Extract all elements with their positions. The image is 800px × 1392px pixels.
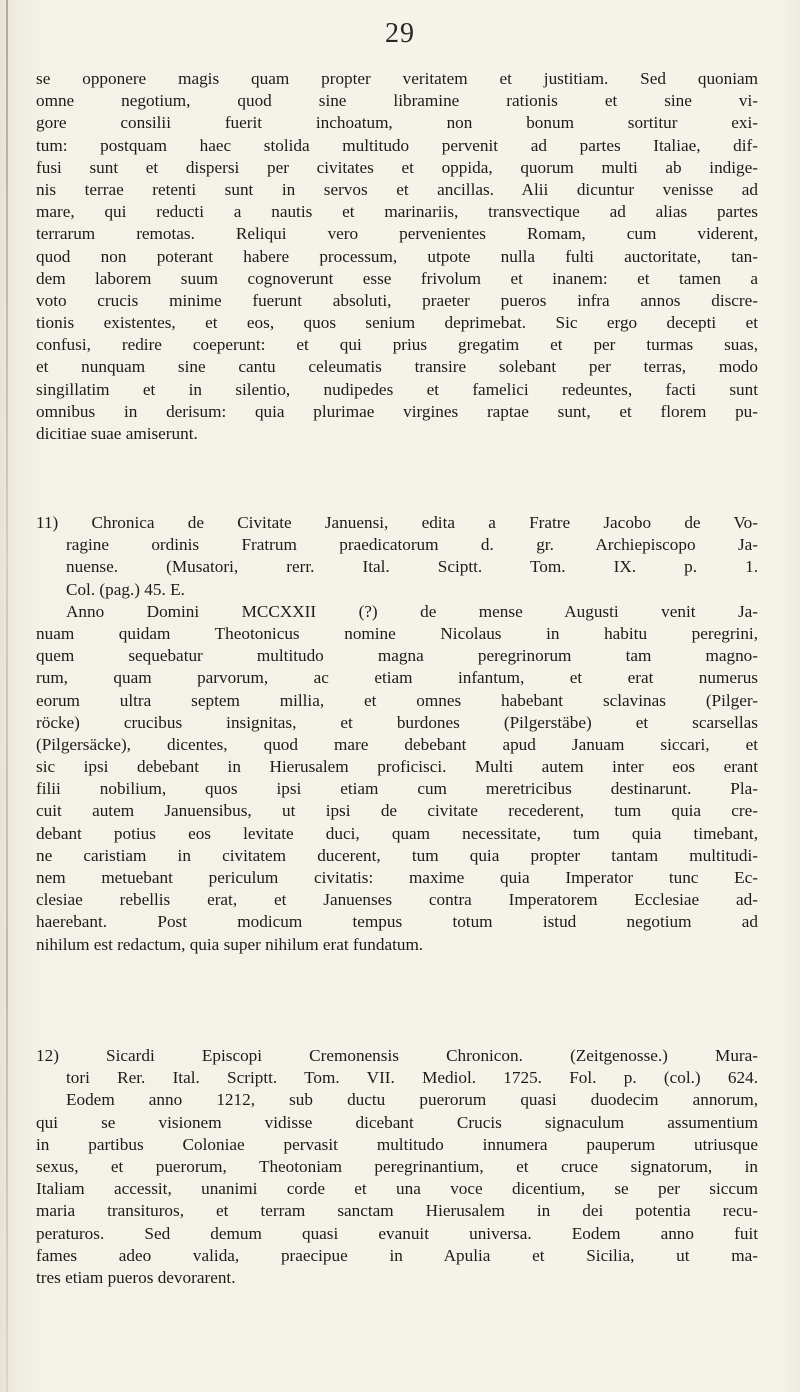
text-line: nihilum est redactum, quia super nihilum erat fundatum.: [36, 934, 424, 954]
text-line: qui se visionem vidisse dicebant Crucis signaculum assumentium: [36, 1112, 758, 1132]
text-line: quod non poterant habere processum, utpote nulla fulti auctoritate, tan-: [36, 246, 758, 266]
text-line: quem sequebatur multitudo magna peregrinorum tam magno-: [36, 646, 758, 666]
text-line: dicitiae suae amiserunt.: [36, 424, 198, 443]
text-line: röcke) crucibus insignitas, et burdones (Pilgerstäbe) et scarsellas: [36, 712, 758, 732]
text-line: tum: postquam haec stolida multitudo pervenit ad partes Italiae, dif-: [36, 135, 758, 155]
text-line: voto crucis minime fuerunt absoluti, praeter pueros infra annos discre-: [36, 290, 758, 310]
text-line: ne caristiam in civitatem ducerent, tum quia propter tantam multitudi-: [36, 845, 758, 865]
text-line: clesiae rebellis erat, et Januenses contra Imperatorem Ecclesiae ad-: [36, 890, 758, 910]
section-heading: nuense. (Musatori, rerr. Ital. Sciptt. Tom. IX. p. 1.: [66, 557, 758, 577]
text-line: maria transituros, et terram sanctam Hierusalem in dei potentia recu-: [36, 1201, 758, 1221]
section-heading: 12) Sicardi Episcopi Cremonensis Chronicon. (Zeitgenosse.) Mura-: [36, 1046, 758, 1065]
binding-gutter: [6, 0, 8, 1392]
text-line: Italiam accessit, unanimi corde et una voce dicentium, se per siccum: [36, 1179, 758, 1199]
text-line: gore consilii fuerit inchoatum, non bonum sortitur exi-: [36, 113, 758, 133]
text-line: filii nobilium, quos ipsi etiam cum meretricibus destinarunt. Pla-: [36, 779, 758, 799]
text-line: nuam quidam Theotonicus nomine Nicolaus in habitu peregrini,: [36, 623, 758, 643]
text-line: confusi, redire coeperunt: et qui prius gregatim et per turmas suas,: [36, 335, 758, 355]
text-line: sexus, et puerorum, Theotoniam peregrinantium, et cruce signatorum, in: [36, 1156, 758, 1176]
intro-paragraph: [36, 68, 758, 445]
page-number: 29: [385, 18, 415, 49]
text-line: se opponere magis quam propter veritatem et justitiam. Sed quoniam: [36, 69, 758, 88]
text-line: omnibus in derisum: quia plurimae virgines raptae sunt, et florem pu-: [36, 401, 758, 421]
text-line: tionis existentes, et eos, quos senium deprimebat. Sic ergo decepti et: [36, 313, 758, 333]
section-heading: Col. (pag.) 45. E.: [66, 579, 185, 599]
text-line: rum, quam parvorum, ac etiam infantum, et erat numerus: [36, 668, 758, 688]
section-12: [36, 1045, 758, 1289]
section-heading: ragine ordinis Fratrum praedicatorum d. gr. Archiepiscopo Ja-: [66, 535, 758, 555]
text-line: in partibus Coloniae pervasit multitudo innumera pauperum utriusque: [36, 1134, 758, 1154]
text-line: terrarum remotas. Reliqui vero pervenientes Romam, cum viderent,: [36, 224, 758, 244]
section-11: [36, 512, 758, 956]
text-line: nem metuebant periculum civitatis: maxime quia Imperator tunc Ec-: [36, 868, 758, 887]
text-line: fames adeo valida, praecipue in Apulia et Sicilia, ut ma-: [36, 1245, 758, 1265]
text-line: Anno Domini MCCXXII (?) de mense Augusti venit Ja-: [66, 601, 758, 621]
text-line: dem laborem suum cognoverunt esse frivolum et inanem: et tamen a: [36, 268, 758, 288]
text-line: cuit autem Januensibus, ut ipsi de civitate recederent, tum quia cre-: [36, 801, 758, 821]
text-line: sic ipsi debebant in Hierusalem proficisci. Multi autem inter eos erant: [36, 757, 758, 777]
text-line: peraturos. Sed demum quasi evanuit universa. Eodem anno fuit: [36, 1223, 758, 1243]
text-line: nis terrae retenti sunt in servos et ancillas. Alii dicuntur venisse ad: [36, 179, 758, 199]
text-line: (Pilgersäcke), dicentes, quod mare debebant apud Januam siccari, et: [36, 734, 758, 754]
text-line: et nunquam sine cantu celeumatis transire solebant per terras, modo: [36, 357, 758, 377]
text-line: fusi sunt et dispersi per civitates et oppida, quorum multi ab indige-: [36, 157, 758, 177]
text-line: eorum ultra septem millia, et omnes habebant sclavinas (Pilger-: [36, 690, 758, 710]
text-line: tres etiam pueros devorarent.: [36, 1267, 236, 1287]
section-heading: tori Rer. Ital. Scriptt. Tom. VII. Mediol. 1725. Fol. p. (col.) 624.: [66, 1068, 758, 1088]
section-heading: 11) Chronica de Civitate Januensi, edita a Fratre Jacobo de Vo-: [36, 513, 758, 532]
text-line: omne negotium, quod sine libramine rationis et sine vi-: [36, 91, 758, 111]
text-line: singillatim et in silentio, nudipedes et famelici redeuntes, facti sunt: [36, 379, 758, 399]
text-line: Eodem anno 1212, sub ductu puerorum quasi duodecim annorum,: [66, 1090, 758, 1110]
text-line: mare, qui reducti a nautis et marinariis, transvectique ad alias partes: [36, 202, 758, 222]
text-line: debant potius eos levitate duci, quam necessitate, tum quia timebant,: [36, 823, 758, 843]
text-line: haerebant. Post modicum tempus totum istud negotium ad: [36, 912, 758, 932]
